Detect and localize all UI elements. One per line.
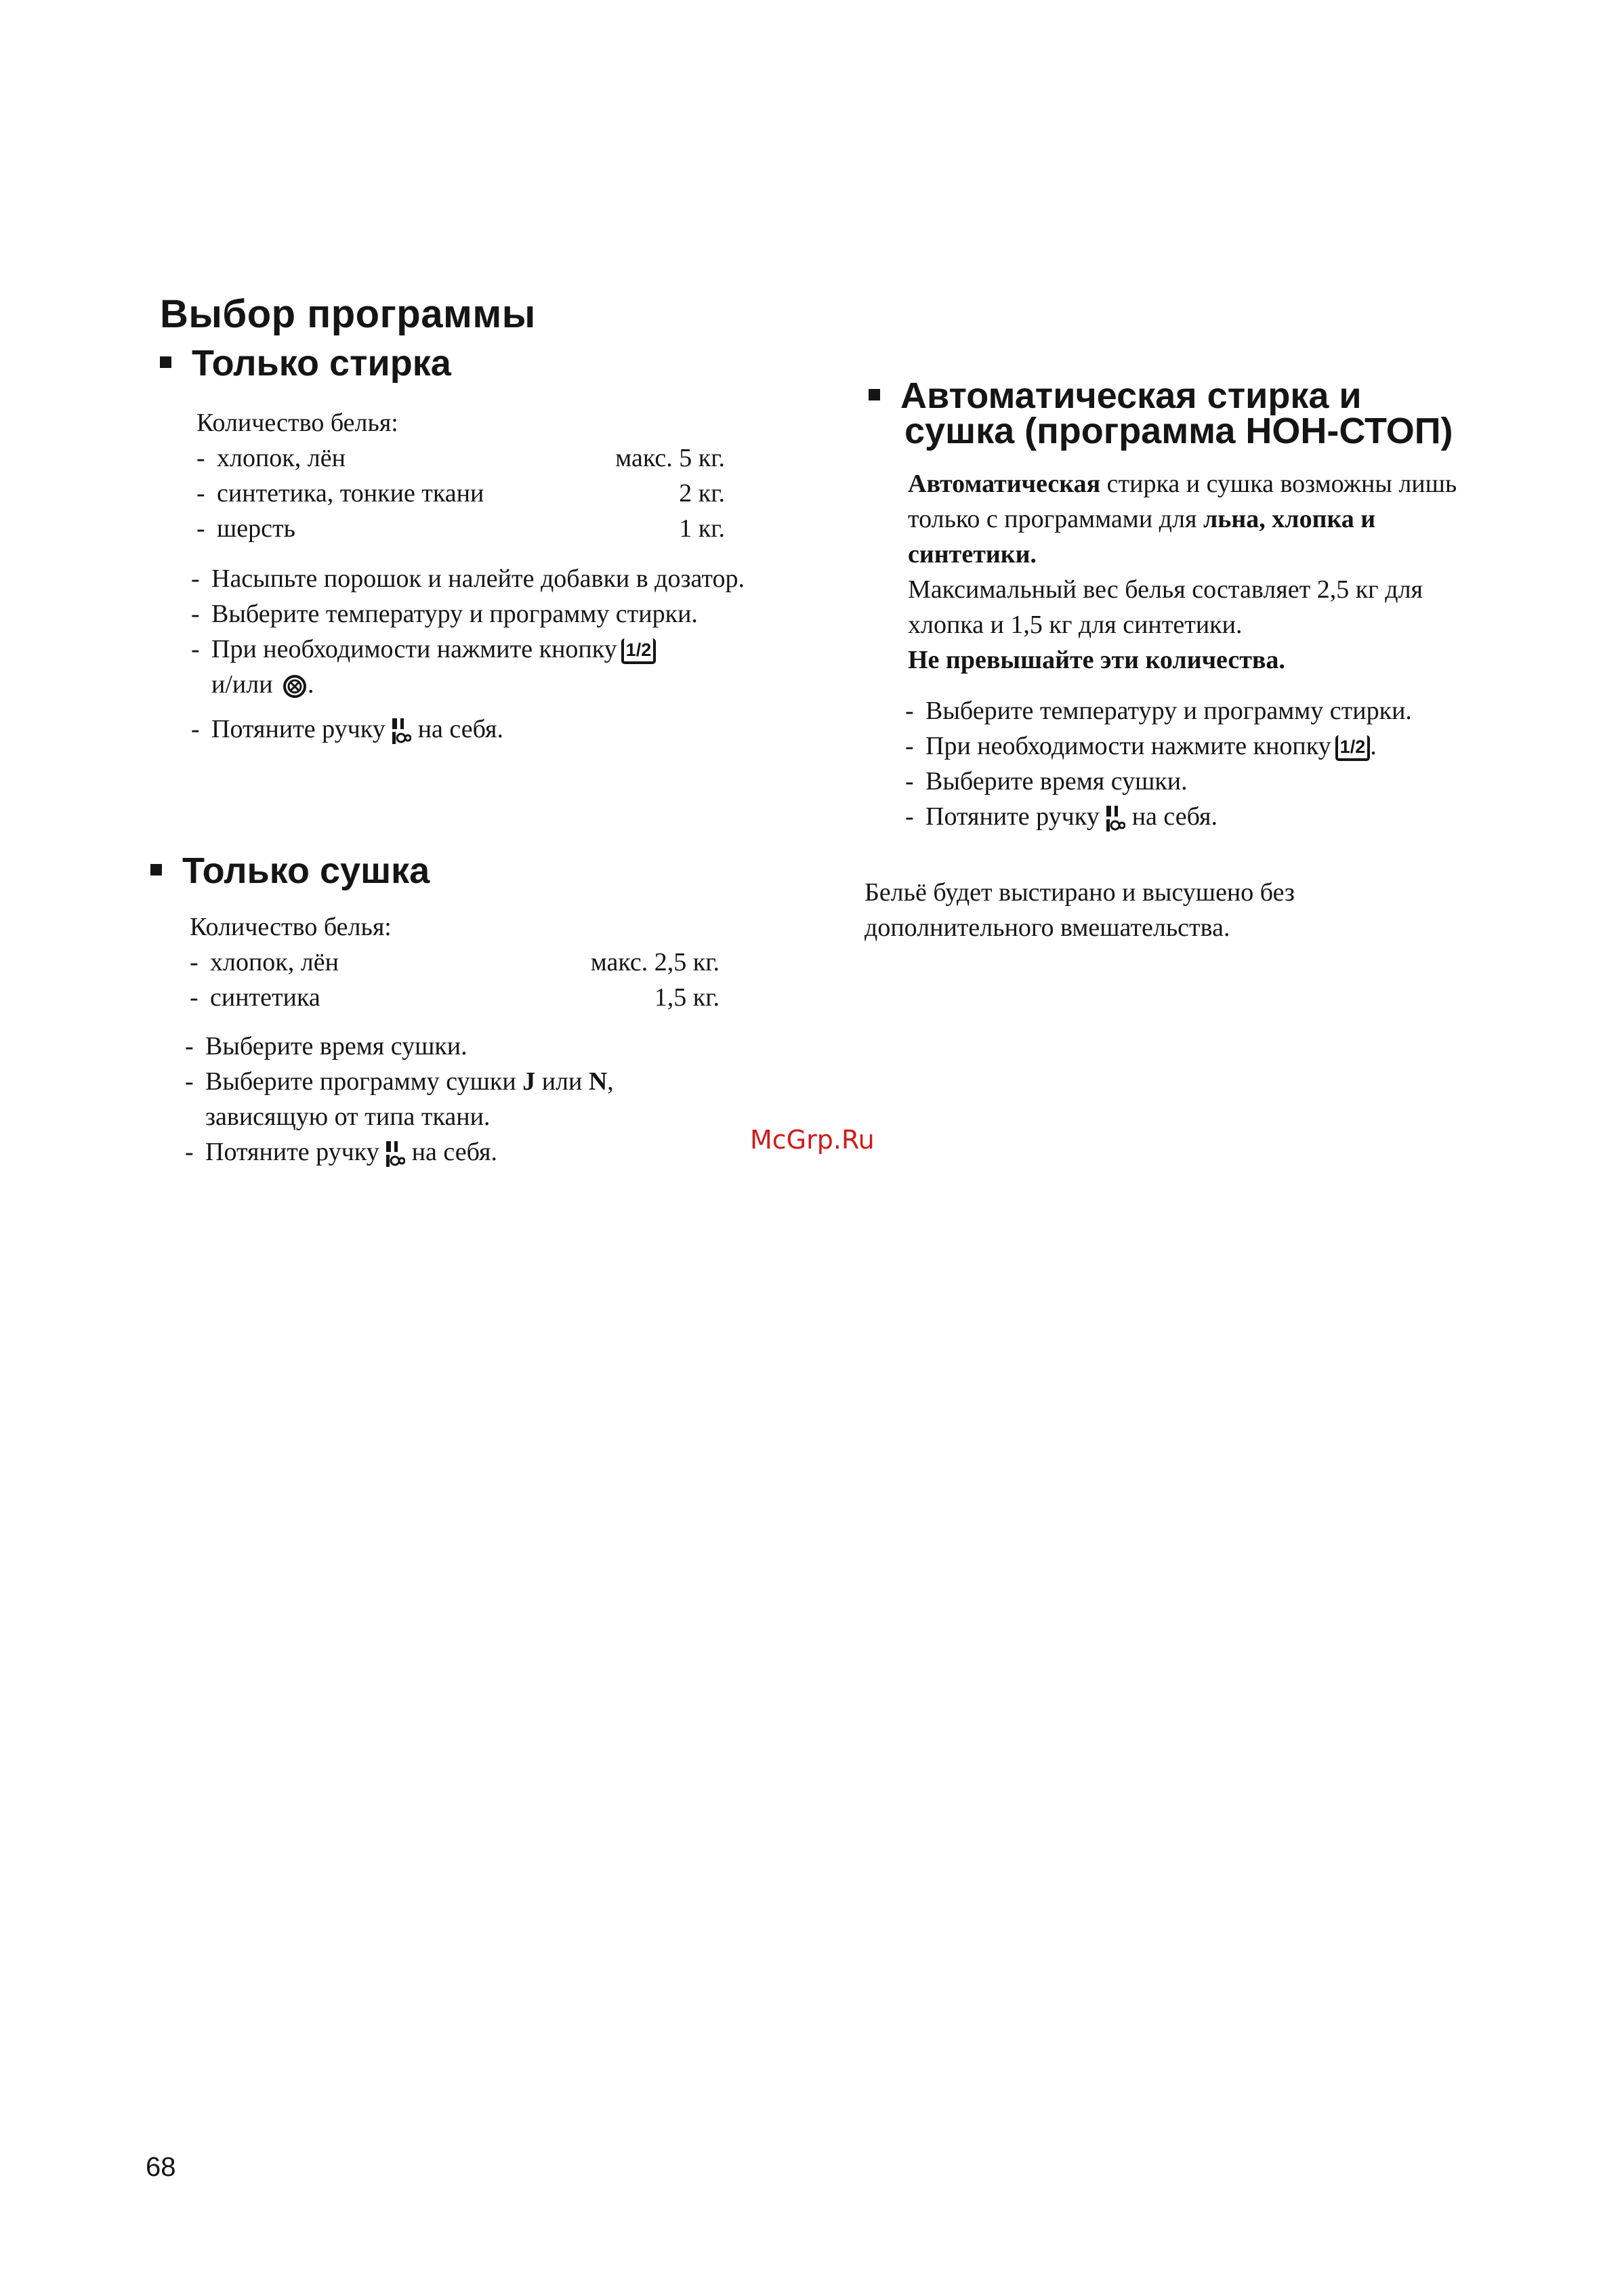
step-item: - Потяните ручку на себя. [905, 799, 1501, 834]
load-row: - хлопок, лён макс. 5 кг. [196, 444, 725, 472]
auto-program-body [908, 466, 1504, 678]
auto-paragraph: Автоматическая стирка и сушка возможны лишь только с программами для льна, хлопка и синтетики. [908, 470, 1457, 569]
auto-program-steps [905, 693, 1501, 834]
auto-outro: Бельё будет выстирано и высушено без дополнительного вмешательства. [865, 878, 1295, 942]
handle-icon [1105, 804, 1125, 833]
bullet-icon [160, 356, 171, 368]
handle-icon [391, 717, 411, 745]
load-row: - синтетика, тонкие ткани 2 кг. [196, 479, 725, 508]
step-item: - Выберите программу сушки J или N, зависящую от типа ткани. [185, 1067, 614, 1131]
load-row: - шерсть 1 кг. [196, 514, 725, 543]
page-title: Выбор программы [160, 292, 536, 336]
load-row: - синтетика 1,5 кг. [190, 983, 720, 1012]
drying-only-title: Только сушка [150, 850, 430, 892]
handle-icon [385, 1140, 405, 1168]
step-item: - Выберите время сушки. [185, 1032, 467, 1061]
auto-warning: Не превышайте эти количества. [908, 646, 1285, 674]
step-item: - Выберите температуру и программу стирки. [191, 600, 698, 628]
load-label: Количество белья: [196, 409, 398, 437]
load-row: - хлопок, лён макс. 2,5 кг. [190, 948, 720, 976]
washing-only-steps [191, 561, 747, 747]
step-item: - При необходимости нажмите кнопку 1/2 и/или . [191, 632, 747, 702]
washing-only-body [196, 405, 725, 546]
drying-only-steps [185, 1029, 741, 1170]
half-load-icon: 1/2 [1335, 735, 1371, 761]
drying-only-body [190, 909, 720, 1015]
step-item: - Выберите температуру и программу стирки. [905, 697, 1412, 725]
washing-only-title: Только стирка [160, 342, 451, 384]
circle-x-icon [282, 674, 308, 699]
auto-paragraph: Максимальный вес белья составляет 2,5 кг для хлопка и 1,5 кг для синтетики. [908, 575, 1423, 639]
half-load-icon: 1/2 [621, 638, 657, 664]
step-item: - Насыпьте порошок и налейте добавки в дозатор. [191, 564, 745, 593]
bullet-icon [150, 864, 162, 876]
bullet-icon [869, 389, 880, 400]
page-number: 68 [146, 2152, 176, 2182]
step-item: - Выберите время сушки. [905, 767, 1188, 796]
step-item: - Потяните ручку на себя. [185, 1134, 741, 1170]
auto-program-title: Автоматическая стирка и сушка (программа НОН-СТОП) [869, 378, 1453, 449]
step-item: - При необходимости нажмите кнопку 1/2 . [905, 732, 1377, 760]
step-item: - Потяните ручку на себя. [191, 712, 747, 747]
load-label: Количество белья: [190, 913, 392, 941]
watermark: McGrp.Ru [750, 1125, 875, 1155]
